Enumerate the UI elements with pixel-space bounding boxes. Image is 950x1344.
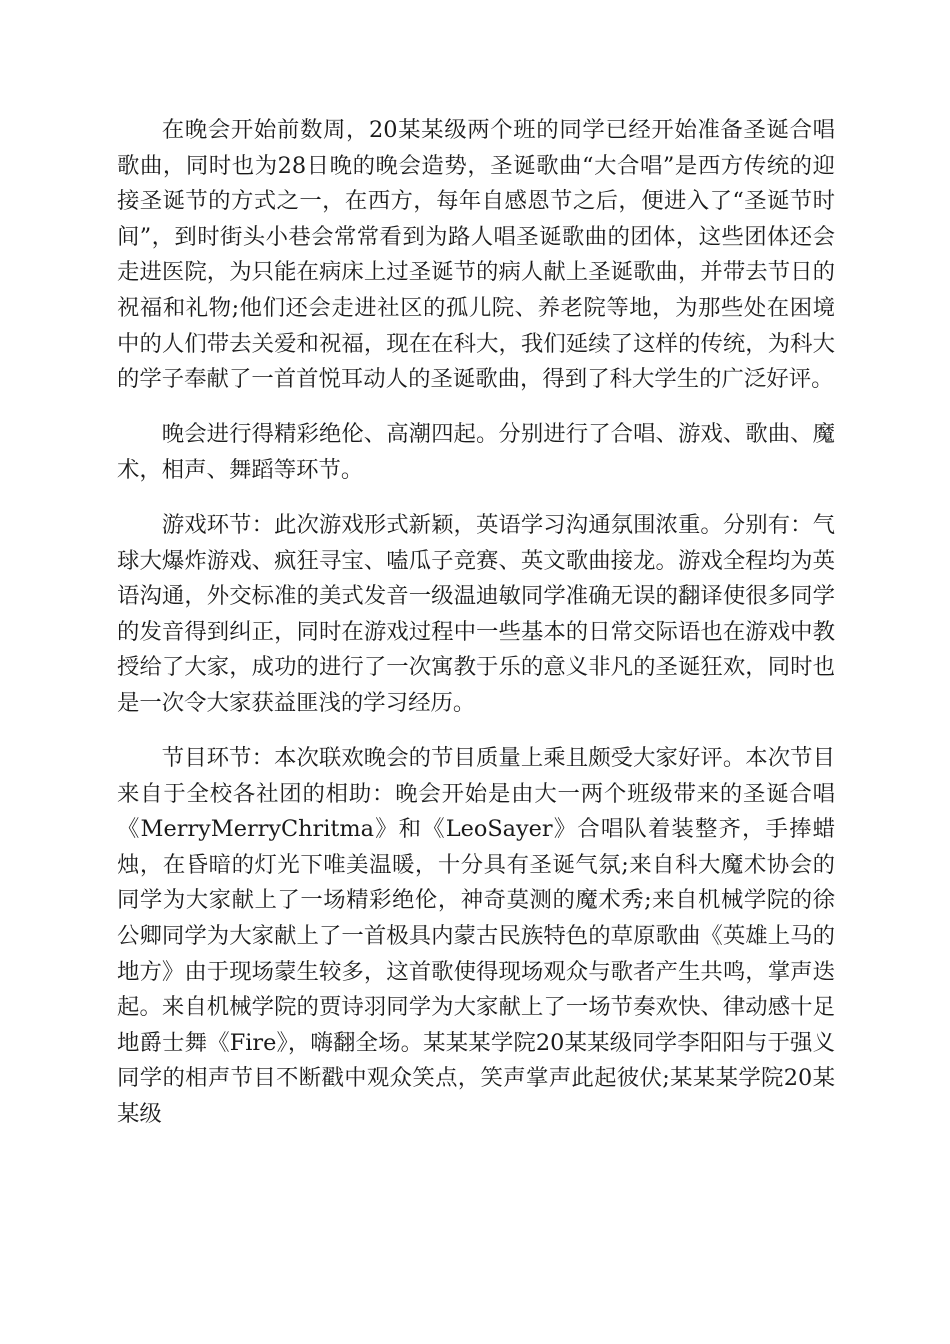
paragraph-christmas-chorus: 在晚会开始前数周，20某某级两个班的同学已经开始准备圣诞合唱歌曲，同时也为28日晚的晚会造势，圣诞歌曲“大合唱”是西方传统的迎接圣诞节的方式之一，在西方，每年自感恩节之后，便进入了“圣诞节时间”，到时街头小巷会常常看到为路人唱圣诞歌曲的团体，这些团体还会走进医院，为只能在病床上过圣诞节的病人献上圣诞歌曲，并带去节日的祝福和礼物;他们还会走进社区的孤儿院、养老院等地，为那些处在困境中的人们带去关爱和祝福，现在在科大，我们延续了这样的传统，为科大的学子奉献了一首首悦耳动人的圣诞歌曲，得到了科大学生的广泛好评。	[117, 117, 835, 393]
paragraph-programs-section: 节目环节：本次联欢晚会的节目质量上乘且颇受大家好评。本次节目来自于全校各社团的相助：晚会开始是由大一两个班级带来的圣诞合唱《MerryMerryChritma》和《LeoSayer》合唱队着装整齐，手捧蜡烛，在昏暗的灯光下唯美温暖，十分具有圣诞气氛;来自科大魔术协会的同学为大家献上了一场精彩绝伦，神奇莫测的魔术秀;来自机械学院的徐公卿同学为大家献上了一首极具内蒙古民族特色的草原歌曲《英雄上马的地方》由于现场蒙生较多，这首歌使得现场观众与歌者产生共鸣，掌声迭起。来自机械学院的贾诗羽同学为大家献上了一场节奏欢快、律动感十足地爵士舞《Fire》，嗨翻全场。某某某学院20某某级同学李阳阳与于强义同学的相声节目不断戳中观众笑点，笑声掌声此起彼伏;某某某学院20某某级	[117, 745, 835, 1127]
document-body	[117, 113, 835, 1133]
paragraph-party-overview: 晚会进行得精彩绝伦、高潮四起。分别进行了合唱、游戏、歌曲、魔术，相声、舞蹈等环节。	[117, 421, 835, 483]
paragraph-games-section: 游戏环节：此次游戏形式新颖，英语学习沟通氛围浓重。分别有：气球大爆炸游戏、疯狂寻宝、嗑瓜子竞赛、英文歌曲接龙。游戏全程均为英语沟通，外交标准的美式发音一级温迪敏同学准确无误的翻译使很多同学的发音得到纠正，同时在游戏过程中一些基本的日常交际语也在游戏中教授给了大家，成功的进行了一次寓教于乐的意义非凡的圣诞狂欢，同时也是一次令大家获益匪浅的学习经历。	[117, 511, 835, 716]
